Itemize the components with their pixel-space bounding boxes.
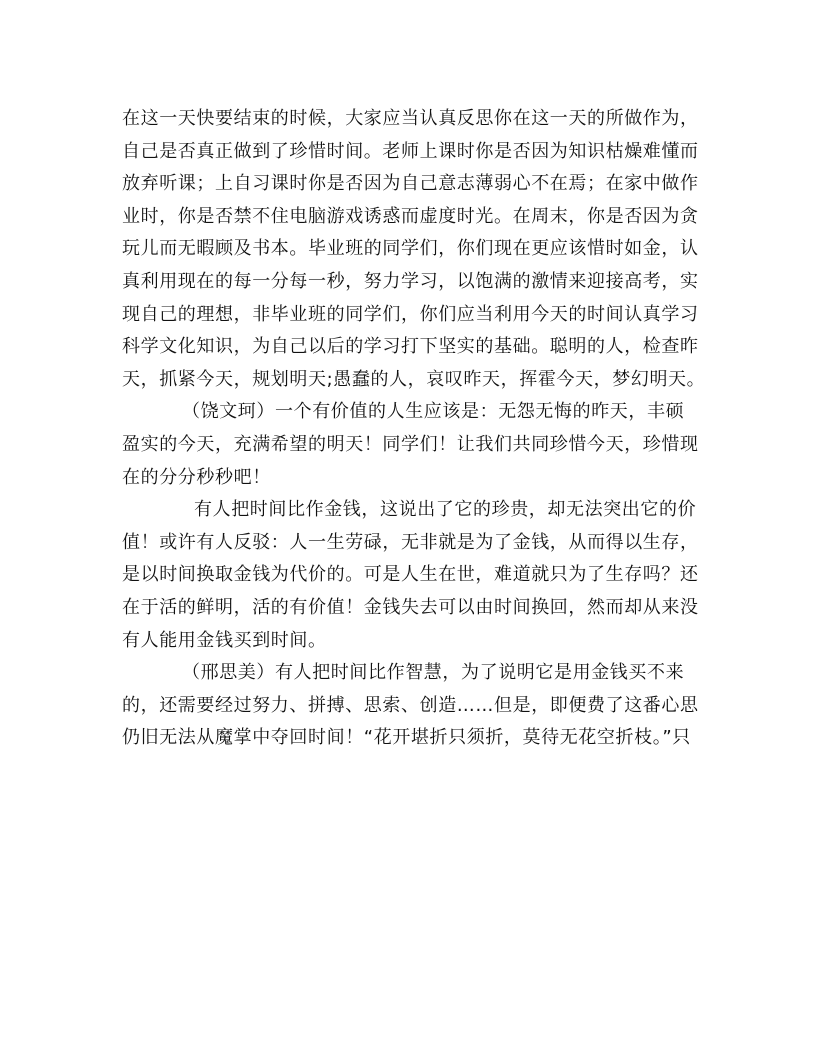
text-line: 值！或许有人反驳：人一生劳碌，无非就是为了金钱，从而得以生存， bbox=[122, 531, 699, 553]
text-line: 是以时间换取金钱为代价的。可是人生在世，难道就只为了生存吗？还 bbox=[122, 564, 699, 586]
text-line: 科学文化知识，为自己以后的学习打下坚实的基础。聪明的人，检查昨 bbox=[122, 336, 699, 358]
text-line: 在这一天快要结束的时候，大家应当认真反思你在这一天的所做作为， bbox=[122, 108, 699, 129]
text-line: （饶文珂）一个有价值的人生应该是：无怨无悔的昨天，丰硕 bbox=[182, 401, 685, 423]
text-line: 天，抓紧今天，规划明天;愚蠢的人，哀叹昨天，挥霍今天，梦幻明天。 bbox=[122, 368, 706, 390]
text-line: 业时，你是否禁不住电脑游戏诱惑而虚度时光。在周末，你是否因为贪 bbox=[122, 205, 699, 227]
text-line: 玩儿而无暇顾及书本。毕业班的同学们，你们现在更应该惜时如金，认 bbox=[122, 238, 699, 260]
text-line: 仍旧无法从魔掌中夺回时间！“花开堪折只须折，莫待无花空折枝。”只 bbox=[122, 727, 691, 749]
text-line: （邢思美）有人把时间比作智慧，为了说明它是用金钱买不来 bbox=[182, 662, 685, 684]
text-line: 的，还需要经过努力、拼搏、思索、创造……但是，即便费了这番心思 bbox=[122, 694, 699, 716]
text-line: 盈实的今天，充满希望的明天！同学们！让我们共同珍惜今天，珍惜现 bbox=[122, 433, 699, 455]
body-text bbox=[122, 103, 706, 755]
text-line: 真利用现在的每一分每一秒，努力学习，以饱满的激情来迎接高考，实 bbox=[122, 270, 699, 292]
text-line: 有人把时间比作金钱，这说出了它的珍贵，却无法突出它的价 bbox=[194, 499, 697, 521]
text-line: 有人能用金钱买到时间。 bbox=[122, 629, 327, 651]
text-line: 在于活的鲜明，活的有价值！金钱失去可以由时间换回，然而却从来没 bbox=[122, 596, 699, 618]
text-line: 在的分分秒秒吧！ bbox=[122, 466, 271, 488]
text-line: 放弃听课；上自习课时你是否因为自己意志薄弱心不在焉；在家中做作 bbox=[122, 173, 699, 195]
text-line: 自己是否真正做到了珍惜时间。老师上课时你是否因为知识枯燥难懂而 bbox=[122, 140, 699, 162]
text-line: 现自己的理想，非毕业班的同学们，你们应当利用今天的时间认真学习 bbox=[122, 303, 699, 325]
